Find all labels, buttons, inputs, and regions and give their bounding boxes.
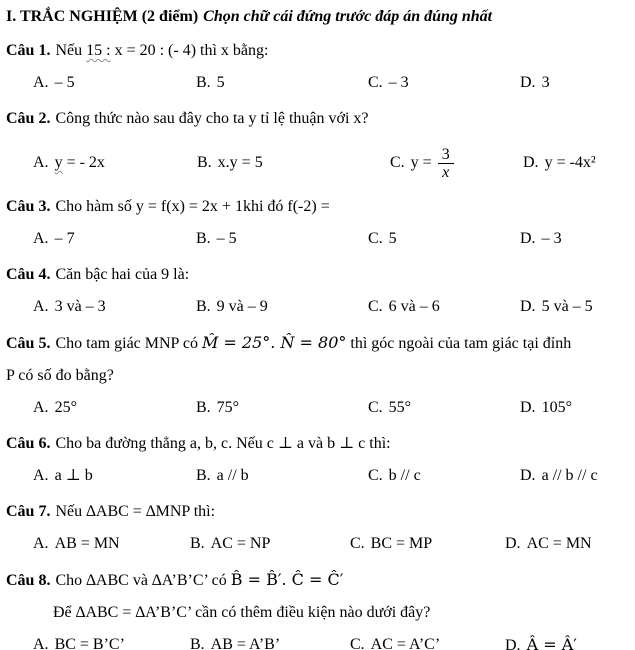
option-text: AB = MN xyxy=(54,535,120,552)
option-text: BC = MP xyxy=(370,535,433,552)
option-b xyxy=(190,533,350,555)
option-text: AC = NP xyxy=(210,535,271,552)
wavy-underline-text: 15 : xyxy=(86,42,111,59)
option-text: 5 xyxy=(388,230,397,247)
options-row xyxy=(6,634,629,650)
question-4 xyxy=(6,264,629,318)
option-key: B. xyxy=(196,230,211,247)
option-d xyxy=(520,465,629,487)
option-text: – 5 xyxy=(216,230,237,247)
question-text-body: Cho hàm số y = f(x) = 2x + 1khi đó f(-2) = xyxy=(55,198,330,215)
question-6 xyxy=(6,433,629,487)
option-text: a ⊥ b xyxy=(54,467,93,484)
option-text: b // c xyxy=(388,467,421,484)
option-key: B. xyxy=(196,298,211,315)
option-key: D. xyxy=(505,637,521,650)
option-key: A. xyxy=(33,74,49,91)
option-text: = - 2x xyxy=(62,154,105,171)
option-c xyxy=(390,146,523,181)
question-label: Câu 4. xyxy=(6,266,51,283)
option-key: A. xyxy=(33,298,49,315)
option-d xyxy=(520,296,629,318)
question-text-line1 xyxy=(6,332,629,355)
option-c xyxy=(350,533,505,555)
option-text: 3 xyxy=(541,74,550,91)
option-d xyxy=(520,228,629,250)
question-text xyxy=(6,433,629,455)
option-d xyxy=(523,152,629,174)
option-a xyxy=(33,152,197,174)
option-key: D. xyxy=(523,154,539,171)
option-c xyxy=(368,397,520,419)
question-1 xyxy=(6,40,629,94)
option-key: C. xyxy=(368,298,383,315)
question-text xyxy=(6,40,629,62)
option-b xyxy=(196,465,368,487)
option-text: AB = A’B’ xyxy=(210,636,281,650)
options-row xyxy=(6,72,629,94)
option-text: x.y = 5 xyxy=(217,154,263,171)
math-expression: Â = Â′ xyxy=(526,635,577,650)
option-key: A. xyxy=(33,467,49,484)
option-d xyxy=(505,634,629,650)
fraction xyxy=(438,146,454,181)
option-c xyxy=(368,72,520,94)
option-key: C. xyxy=(368,467,383,484)
option-b xyxy=(196,397,368,419)
option-text: 3 và – 3 xyxy=(54,298,106,315)
options-row xyxy=(6,465,629,487)
option-text: – 3 xyxy=(541,230,562,247)
question-text-post: x = 20 : (- 4) thì x bằng: xyxy=(110,42,269,59)
option-text: a // b xyxy=(216,467,249,484)
section-instruction: Chọn chữ cái đứng trước đáp án đúng nhất xyxy=(203,8,493,25)
option-a xyxy=(33,228,196,250)
option-d xyxy=(520,72,629,94)
question-3 xyxy=(6,196,629,250)
question-text-body: Công thức nào sau đây cho ta y tỉ lệ thuận với x? xyxy=(55,110,369,127)
question-text xyxy=(6,196,629,218)
option-key: D. xyxy=(520,230,536,247)
option-key: B. xyxy=(196,467,211,484)
question-label: Câu 1. xyxy=(6,42,51,59)
option-key: A. xyxy=(33,535,49,552)
math-expression: M̂ = 25°. N̂ = 80° xyxy=(201,333,347,352)
section-title: I. TRẮC NGHIỆM (2 điểm) xyxy=(6,8,199,25)
option-a xyxy=(33,634,190,650)
option-a xyxy=(33,465,196,487)
option-key: A. xyxy=(33,230,49,247)
question-label: Câu 8. xyxy=(6,572,51,589)
option-text: 105° xyxy=(541,399,572,416)
option-text: AC = A’C’ xyxy=(370,636,441,650)
option-a xyxy=(33,72,196,94)
option-text: AC = MN xyxy=(526,535,592,552)
question-2 xyxy=(6,108,629,186)
option-c xyxy=(368,228,520,250)
question-text-line2: Để ∆ABC = ∆A’B’C’ cần có thêm điều kiện nào dưới đây? xyxy=(53,604,431,621)
option-key: A. xyxy=(33,636,49,650)
option-key: C. xyxy=(390,153,405,171)
option-text: – 7 xyxy=(54,230,75,247)
option-text: BC = B’C’ xyxy=(54,636,125,650)
question-7 xyxy=(6,501,629,555)
option-text: 5 xyxy=(216,74,225,91)
option-key: A. xyxy=(33,154,49,171)
question-5 xyxy=(6,332,629,419)
option-text: y = xyxy=(410,153,436,171)
option-text: 25° xyxy=(54,399,77,416)
option-d xyxy=(520,397,629,419)
option-c xyxy=(350,634,505,650)
option-text: y = -4x² xyxy=(544,154,596,171)
option-key: C. xyxy=(368,230,383,247)
question-label: Câu 2. xyxy=(6,110,51,127)
option-text: 5 và – 5 xyxy=(541,298,593,315)
option-key: B. xyxy=(196,399,211,416)
question-label: Câu 5. xyxy=(6,335,51,352)
options-row xyxy=(6,533,629,555)
option-d xyxy=(505,533,629,555)
option-key: D. xyxy=(520,399,536,416)
option-text: 75° xyxy=(216,399,240,416)
fraction-denominator: x xyxy=(438,163,454,181)
question-text xyxy=(6,264,629,286)
options-row xyxy=(6,228,629,250)
option-text: a // b // c xyxy=(541,467,598,484)
fraction-numerator: 3 xyxy=(441,145,450,163)
question-text-line1 xyxy=(6,569,629,592)
math-expression: B̂ = B̂′. Ĉ = Ĉ′ xyxy=(230,570,344,589)
question-text xyxy=(6,108,629,130)
option-key: B. xyxy=(190,636,205,650)
option-a xyxy=(33,533,190,555)
option-text: – 5 xyxy=(54,74,75,91)
option-key: C. xyxy=(350,535,365,552)
options-row xyxy=(6,140,629,186)
option-text: – 3 xyxy=(388,74,409,91)
question-text-post: thì góc ngoài của tam giác tại đỉnh xyxy=(346,335,572,352)
wavy-underline-text: y xyxy=(54,154,63,171)
question-text-pre: Cho ∆ABC và ∆A’B’C’ có xyxy=(55,572,231,589)
question-label: Câu 3. xyxy=(6,198,51,215)
option-key: A. xyxy=(33,399,49,416)
option-key: C. xyxy=(368,399,383,416)
question-text-pre: Cho tam giác MNP có xyxy=(55,335,202,352)
option-a xyxy=(33,397,196,419)
option-b xyxy=(196,228,368,250)
question-8 xyxy=(6,569,629,650)
option-b xyxy=(197,152,390,174)
option-text: 9 và – 9 xyxy=(216,298,268,315)
option-key: B. xyxy=(196,74,211,91)
question-text-body: Căn bậc hai của 9 là: xyxy=(55,266,190,283)
options-row xyxy=(6,296,629,318)
option-a xyxy=(33,296,196,318)
option-b xyxy=(196,72,368,94)
question-text-body: Nếu ∆ABC = ∆MNP thì: xyxy=(55,503,216,520)
question-text-pre: Nếu xyxy=(55,42,87,59)
question-text-line2: P có số đo bằng? xyxy=(6,367,114,384)
question-label: Câu 6. xyxy=(6,435,51,452)
option-key: C. xyxy=(350,636,365,650)
option-key: D. xyxy=(520,74,536,91)
question-label: Câu 7. xyxy=(6,503,51,520)
question-text-body: Cho ba đường thẳng a, b, c. Nếu c ⊥ a và b ⊥ c thì: xyxy=(55,435,391,452)
option-key: C. xyxy=(368,74,383,91)
option-text: 6 và – 6 xyxy=(388,298,440,315)
option-key: B. xyxy=(190,535,205,552)
option-text: 55° xyxy=(388,399,412,416)
option-key: D. xyxy=(520,298,536,315)
option-key: B. xyxy=(197,154,212,171)
option-b xyxy=(196,296,368,318)
exam-page xyxy=(6,6,629,650)
option-c xyxy=(368,296,520,318)
option-key: D. xyxy=(520,467,536,484)
section-header xyxy=(6,6,629,28)
option-b xyxy=(190,634,350,650)
option-key: D. xyxy=(505,535,521,552)
question-text xyxy=(6,501,629,523)
options-row xyxy=(6,397,629,419)
option-c xyxy=(368,465,520,487)
